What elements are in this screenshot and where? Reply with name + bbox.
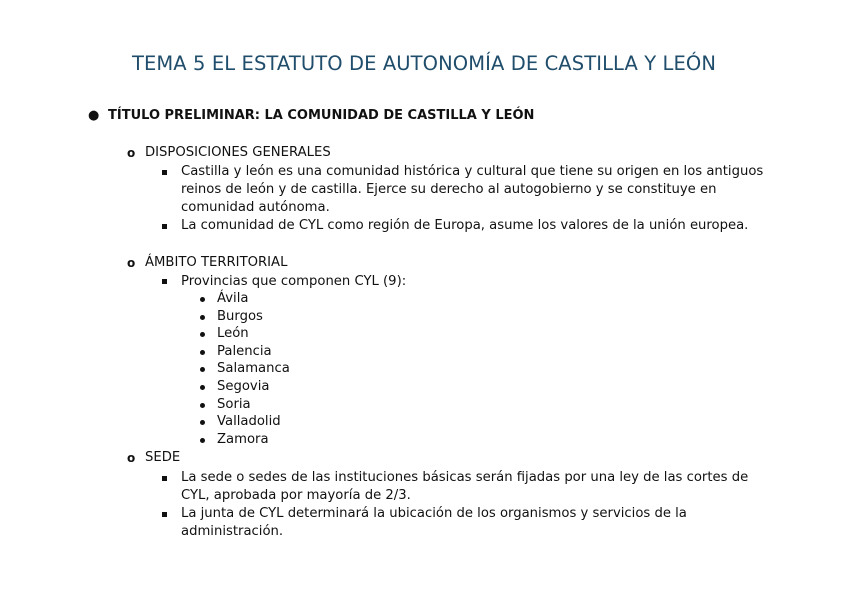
- province-item: Segovia: [217, 379, 270, 394]
- dot-bullet-icon: [200, 385, 205, 390]
- subsection-label: DISPOSICIONES GENERALES: [145, 145, 331, 160]
- list-item-line: reinos de león y de castilla. Ejerce su derecho al autogobierno y se constituye en: [181, 182, 717, 197]
- circle-bullet-icon: o: [127, 451, 136, 465]
- subsection-label: SEDE: [145, 450, 181, 465]
- list-item-line: comunidad autónoma.: [181, 200, 330, 215]
- province-item: Palencia: [217, 344, 272, 359]
- section-heading-text: TÍTULO PRELIMINAR: LA COMUNIDAD DE CASTILLA Y LEÓN: [108, 108, 535, 123]
- province-item: León: [217, 326, 249, 341]
- list-item-line: CYL, aprobada por mayoría de 2/3.: [181, 488, 411, 503]
- dot-bullet-icon: [200, 403, 205, 408]
- province-item: Valladolid: [217, 414, 281, 429]
- dot-bullet-icon: [200, 367, 205, 372]
- list-item-line: Castilla y león es una comunidad histórica y cultural que tiene su origen en los antiguos: [181, 164, 764, 179]
- page-title: TEMA 5 EL ESTATUTO DE AUTONOMÍA DE CASTILLA Y LEÓN: [131, 52, 717, 75]
- dot-bullet-icon: [200, 297, 205, 302]
- province-item: Burgos: [217, 309, 263, 324]
- dot-bullet-icon: [200, 350, 205, 355]
- circle-bullet-icon: o: [127, 146, 136, 160]
- circle-bullet-icon: o: [127, 256, 136, 270]
- province-item: Salamanca: [217, 361, 290, 376]
- subsection-label: ÁMBITO TERRITORIAL: [145, 255, 288, 270]
- square-bullet-icon: [162, 279, 167, 284]
- list-item-line: Provincias que componen CYL (9):: [181, 274, 407, 289]
- square-bullet-icon: [162, 170, 167, 175]
- dot-bullet-icon: [200, 420, 205, 425]
- list-item-line: La junta de CYL determinará la ubicación de los organismos y servicios de la: [181, 506, 687, 521]
- square-bullet-icon: [162, 476, 167, 481]
- dot-bullet-icon: [200, 332, 205, 337]
- list-item-line: La comunidad de CYL como región de Europa, asume los valores de la unión europea.: [181, 218, 749, 233]
- list-item-line: administración.: [181, 524, 284, 539]
- province-item: Zamora: [217, 432, 269, 447]
- dot-bullet-icon: [200, 438, 205, 443]
- province-item: Ávila: [217, 291, 249, 306]
- square-bullet-icon: [162, 512, 167, 517]
- province-item: Soria: [217, 397, 251, 412]
- square-bullet-icon: [162, 224, 167, 229]
- bullet-icon: ●: [88, 108, 100, 123]
- list-item-line: La sede o sedes de las instituciones básicas serán fijadas por una ley de las cortes de: [181, 470, 749, 485]
- dot-bullet-icon: [200, 315, 205, 320]
